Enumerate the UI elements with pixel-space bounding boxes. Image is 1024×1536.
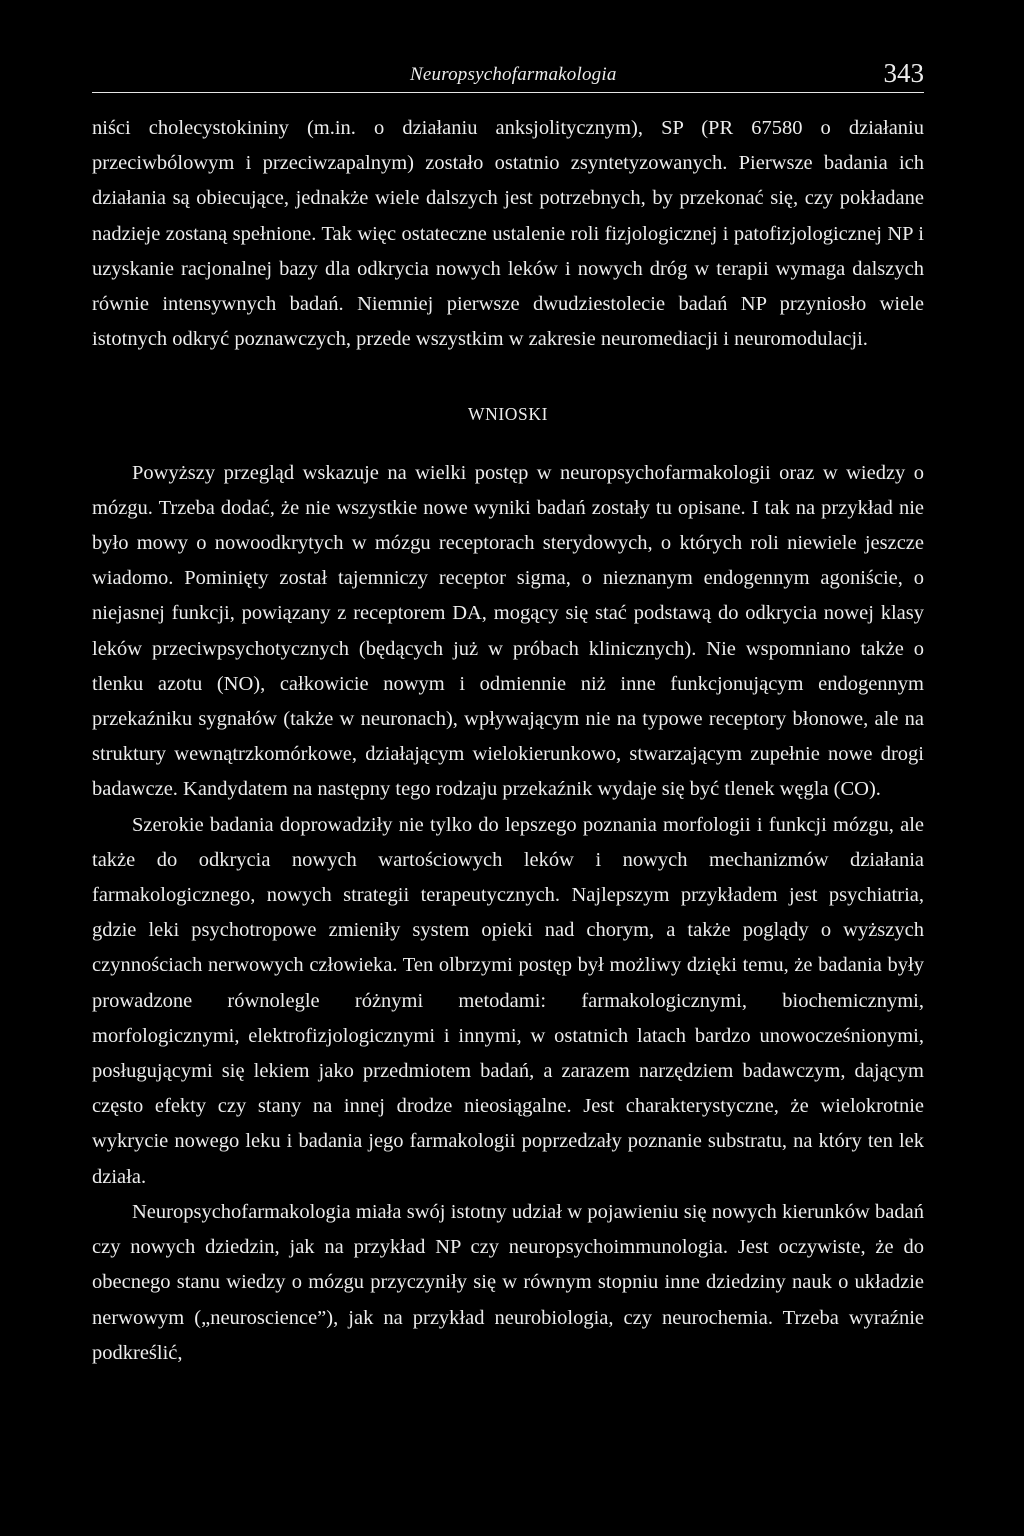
- body-paragraph: Neuropsychofarmakologia miała swój istotny udział w pojawieniu się nowych kierunków badań czy nowych dziedzin, jak na przykład NP czy neuropsychoimmunologia. Jest oczywiste, że do obecnego stanu wiedzy o mózgu przyczyniły się w równym stopniu inne dziedziny nauk o układzie nerwowym („neuroscience”), jak na przykład neurobiologia, czy neurochemia. Trzeba wyraźnie podkreślić,: [92, 1200, 924, 1364]
- page-body: [92, 111, 924, 1371]
- body-paragraph: Powyższy przegląd wskazuje na wielki postęp w neuropsychofarmakologii oraz w wiedzy o mózgu. Trzeba dodać, że nie wszystkie nowe wyniki badań zostały tu opisane. I tak na przykład nie było mowy o nowoodkrytych w mózgu receptorach sterydowych, o których roli niewiele jeszcze wiadomo. Pominięty został tajemniczy receptor sigma, o nieznanym endogennym agoniście, o niejasnej funkcji, powiązany z receptorem DA, mogący się stać podstawą do odkrycia nowej klasy leków przeciwpsychotycznych (będących już w próbach klinicznych). Nie wspomniano także o tlenku azotu (NO), całkowicie nowym i odmiennie niż inne funkcjonującym endogennym przekaźniku sygnałów (także w neuronach), wpływającym nie na typowe receptory błonowe, ale na struktury wewnątrzkomórkowe, działającym wielokierunkowo, stwarzającym zupełnie nowe drogi badawcze. Kandydatem na następny tego rodzaju przekaźnik wydaje się być tlenek węgla (CO).: [92, 461, 924, 801]
- running-title: Neuropsychofarmakologia: [410, 64, 617, 85]
- intro-paragraph: niści cholecystokininy (m.in. o działaniu anksjolitycznym), SP (PR 67580 o działaniu przeciwbólowym i przeciwzapalnym) zostało ostatnio zsyntetyzowanych. Pierwsze badania ich działania są obiecujące, jednakże wiele dalszych jest potrzebnych, by przekonać się, czy pokładane nadzieje zostaną spełnione. Tak więc ostateczne ustalenie roli fizjologicznej i patofizjologicznej NP i uzyskanie racjonalnej bazy dla odkrycia nowych leków i nowych dróg w terapii wymaga dalszych równie intensywnych badań. Niemniej pierwsze dwudziestolecie badań NP przyniosło wiele istotnych odkryć poznawczych, przede wszystkim w zakresie neuromediacji i neuromodulacji.: [92, 117, 924, 351]
- page-header: [92, 58, 924, 93]
- section-heading: WNIOSKI: [467, 404, 549, 425]
- page-number: 343: [883, 58, 924, 88]
- body-paragraph: Szerokie badania doprowadziły nie tylko do lepszego poznania morfologii i funkcji mózgu, ale także do odkrycia nowych wartościowych leków i nowych mechanizmów działania farmakologicznego, nowych strategii terapeutycznych. Najlepszym przykładem jest psychiatria, gdzie leki psychotropowe zmieniły system opieki nad chorym, a także poglądy o wyższych czynnościach nerwowych człowieka. Ten olbrzymi postęp był możliwy dzięki temu, że badania były prowadzone równolegle różnymi metodami: farmakologicznymi, biochemicznymi, morfologicznymi, elektrofizjologicznymi i innymi, w ostatnich latach bardzo unowocześnionymi, posługującymi się lekiem jako przedmiotem badań, a zarazem narzędziem badawczym, dającym często efekty czy stany na innej drodze nieosiągalne. Jest charakterystyczne, że wielokrotnie wykrycie nowego leku i badania jego farmakologii poprzedzały poznanie substratu, na który ten lek działa.: [92, 813, 924, 1188]
